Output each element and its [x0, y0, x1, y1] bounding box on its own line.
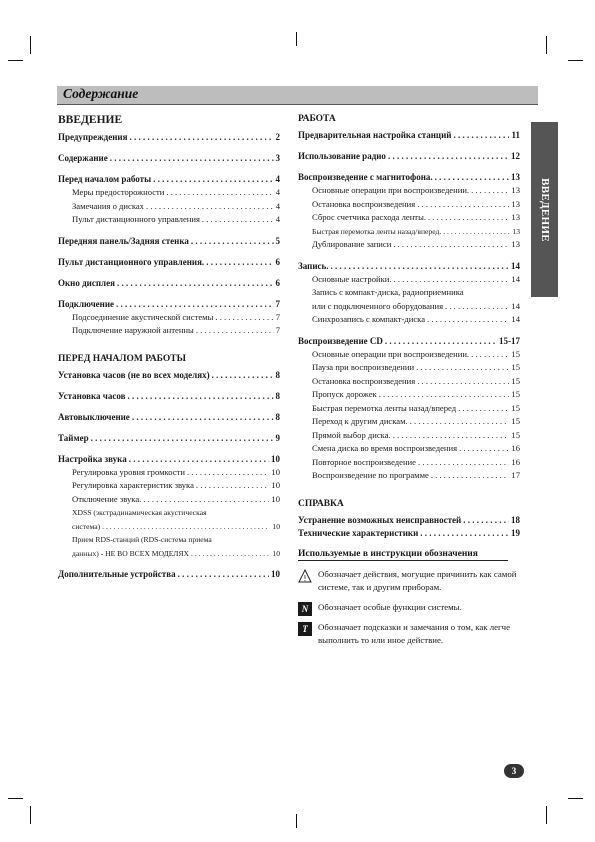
- legend-text: Обозначает подсказки и замечания о том, как легче выполнить то или иное действие.: [318, 622, 510, 645]
- crop-mark: [30, 36, 31, 54]
- crop-mark: [568, 60, 583, 61]
- section-heading: РАБОТА: [298, 114, 336, 124]
- toc-subentry[interactable]: Меры предосторожности . . . 4: [58, 186, 280, 200]
- toc-entry[interactable]: Устранение возможных неисправностей . . . 18: [298, 514, 520, 527]
- toc-subentry[interactable]: Регулировка характеристик звука . . . 10: [58, 479, 280, 493]
- legend-item: [298, 621, 528, 647]
- toc-subentry[interactable]: Повторное воспроизведение . . . 16: [298, 456, 520, 470]
- toc-entry[interactable]: Установка часов (не во всех моделях) . . . 8: [58, 369, 280, 382]
- svg-text:!: !: [303, 574, 307, 583]
- header-banner: [57, 86, 538, 105]
- toc-entry[interactable]: Окно дисплея . . . 6: [58, 277, 280, 290]
- crop-mark: [8, 798, 23, 799]
- toc-entry[interactable]: Перед началом работы . . . 4: [58, 173, 280, 186]
- crop-mark: [296, 32, 297, 46]
- toc-subentry[interactable]: Основные операции при воспроизведении. . . . 13: [298, 184, 520, 198]
- page-title: Содержание: [63, 86, 139, 101]
- toc-entry[interactable]: Воспроизведение с магнитофона. . . . 13: [298, 171, 520, 184]
- section-heading: СПРАВКА: [298, 498, 344, 509]
- tip-t-icon: T: [298, 622, 312, 636]
- toc-entry[interactable]: Автовыключение . . . 8: [58, 411, 280, 424]
- toc-entry[interactable]: Передняя панель/Задняя стенка . . . 5: [58, 235, 280, 248]
- toc-subentry[interactable]: Регулировка уровня громкости . . . 10: [58, 466, 280, 480]
- toc-entry[interactable]: Запись. . . . 14: [298, 260, 520, 273]
- toc-subentry[interactable]: Пульт дистанционного управления . . . 4: [58, 213, 280, 227]
- toc-subentry[interactable]: XDSS (экстрадинамическая акустическая система) . . . 10: [58, 506, 280, 533]
- toc-subentry[interactable]: Отключение звука. . . . 10: [58, 493, 280, 507]
- toc-subentry[interactable]: Замечания о дисках . . . 4: [58, 200, 280, 214]
- toc-entry[interactable]: Настройка звука . . . 10: [58, 453, 280, 466]
- toc-subentry[interactable]: Переход к другим дискам. . . . 15: [298, 415, 520, 429]
- toc-subentry[interactable]: Остановка воспроизведения . . . 15: [298, 375, 520, 389]
- toc-entry[interactable]: Содержание . . . 3: [58, 152, 280, 165]
- toc-entry[interactable]: Пульт дистанционного управления. . . . 6: [58, 256, 280, 269]
- toc-entry[interactable]: Технические характеристики . . . 19: [298, 527, 520, 540]
- legend-item: [298, 568, 528, 594]
- toc-subentry[interactable]: Основные операции при воспроизведении. . . . 15: [298, 348, 520, 362]
- crop-mark: [568, 798, 583, 799]
- page-number: 3: [504, 764, 524, 778]
- legend-item: [298, 601, 528, 616]
- crop-mark: [30, 806, 31, 824]
- toc-subentry[interactable]: Запись с компакт-диска, радиоприемника или с подключенного оборудования . . . 14: [298, 286, 520, 313]
- toc-entry[interactable]: Таймер . . . 9: [58, 432, 280, 445]
- crop-mark: [296, 814, 297, 828]
- toc-subentry[interactable]: Воспроизведение по программе . . . 17: [298, 469, 520, 483]
- toc-subentry[interactable]: Синхрозапись с компакт-диска . . . 14: [298, 313, 520, 327]
- side-tab: [531, 122, 558, 297]
- crop-mark: [8, 60, 23, 61]
- crop-mark: [546, 806, 547, 824]
- legend-text: Обозначает действия, могущие причинить как самой системе, так и другим приборам.: [318, 569, 517, 592]
- crop-mark: [546, 36, 547, 54]
- section-heading: ПЕРЕД НАЧАЛОМ РАБОТЫ: [58, 353, 186, 364]
- toc-subentry[interactable]: Основные настройки. . . . 14: [298, 273, 520, 287]
- note-n-icon: N: [298, 602, 312, 616]
- toc-entry[interactable]: Воспроизведение CD . . . 15-17: [298, 335, 520, 348]
- toc-subentry[interactable]: Смена диска во время воспроизведения . . . 16: [298, 442, 520, 456]
- legend-text: Обозначает особые функции системы.: [318, 602, 462, 612]
- warning-icon: [298, 569, 312, 583]
- toc-subentry[interactable]: Сброс счетчика расхода ленты. . . . 13: [298, 211, 520, 225]
- toc-left-column: [58, 114, 280, 581]
- toc-subentry[interactable]: Подсоединение акустической системы . . . 7: [58, 311, 280, 325]
- toc-subentry[interactable]: Остановка воспроизведения . . . 13: [298, 198, 520, 212]
- toc-entry[interactable]: Предварительная настройка станций . . . 11: [298, 129, 520, 142]
- toc-subentry[interactable]: Пауза при воспроизведении . . . 15: [298, 361, 520, 375]
- toc-subentry[interactable]: Быстрая перемотка ленты назад/вперед. . . . 13: [298, 225, 520, 239]
- toc-right-column: [298, 114, 520, 540]
- toc-subentry[interactable]: Прямой выбор диска. . . . 15: [298, 429, 520, 443]
- toc-entry[interactable]: Дополнительные устройства . . . 10: [58, 568, 280, 581]
- toc-entry[interactable]: Подключение . . . 7: [58, 298, 280, 311]
- toc-subentry[interactable]: Подключение наружной антенны . . . 7: [58, 324, 280, 338]
- legend-title: Используемые в инструкции обозначения: [298, 549, 508, 561]
- section-heading: ВВЕДЕНИЕ: [58, 114, 123, 126]
- toc-subentry[interactable]: Пропуск дорожек . . . 15: [298, 388, 520, 402]
- toc-subentry[interactable]: Дублирование записи . . . 13: [298, 238, 520, 252]
- toc-entry[interactable]: Установка часов . . . 8: [58, 390, 280, 403]
- toc-entry[interactable]: Предупреждения . . . 2: [58, 131, 280, 144]
- side-tab-label: ВВЕДЕНИЕ: [538, 177, 551, 242]
- toc-subentry[interactable]: Быстрая перемотка ленты назад/вперед . . . 15: [298, 402, 520, 416]
- toc-entry[interactable]: Использование радио . . . 12: [298, 150, 520, 163]
- toc-subentry[interactable]: Прием RDS-станций (RDS-система приема данных) - НЕ ВО ВСЕХ МОДЕЛЯХ . . . 10: [58, 533, 280, 560]
